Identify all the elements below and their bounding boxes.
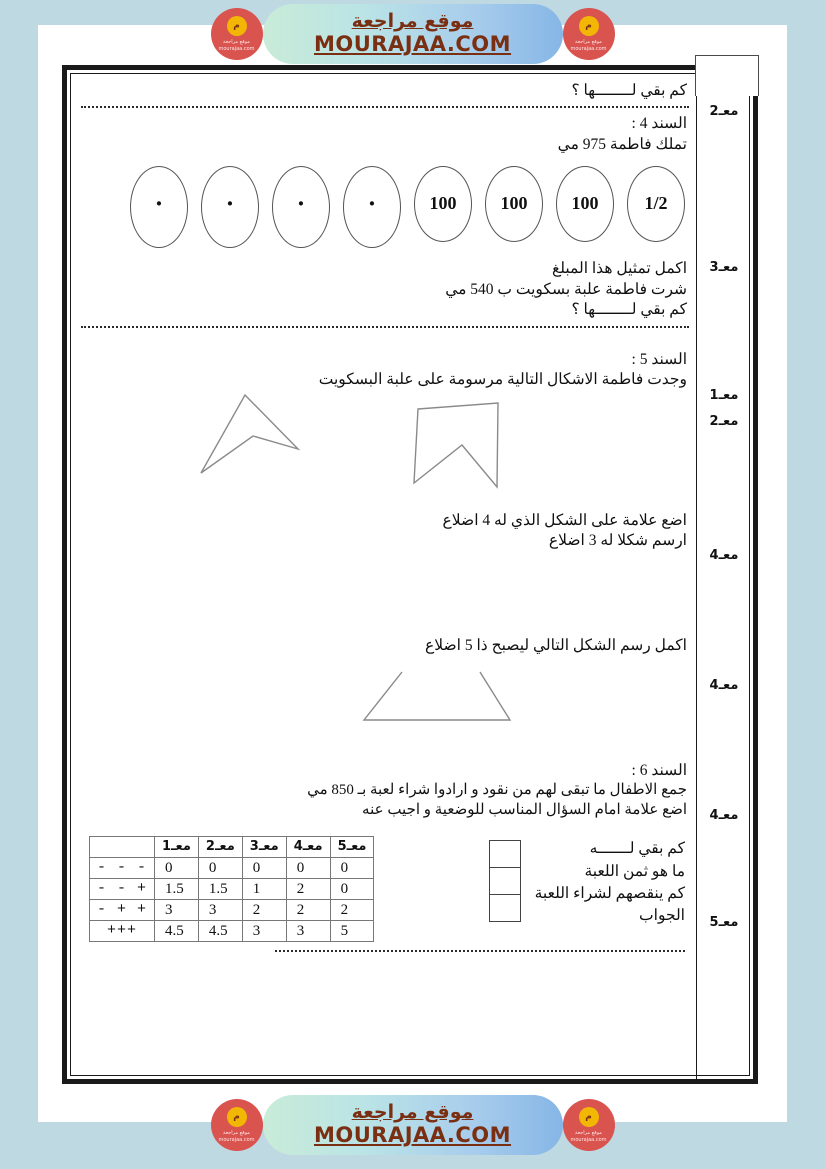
table-header-cell: معـ3 [242, 837, 286, 858]
corner-tab-box [695, 55, 759, 96]
competency-label-5: معـ4 [709, 548, 739, 563]
question-item: ما هو ثمن اللعبة [584, 862, 685, 880]
table-cell: 2 [286, 900, 330, 921]
table-cell-sign: + + - [90, 900, 155, 921]
table-cell: 2 [242, 900, 286, 921]
badge-caption-en: mourajaa.com [218, 1136, 255, 1143]
question-list [535, 838, 685, 928]
badge-caption-en: mourajaa.com [570, 45, 607, 52]
instruction-draw-three-sides: ارسم شكلا له 3 اضلاع [548, 532, 687, 550]
competency-label-1: معـ2 [709, 104, 739, 119]
coin-ellipse[interactable]: 100 [414, 166, 472, 242]
watermark-arabic-text: موقع مراجعة [351, 9, 474, 32]
bottom-answer-area [75, 828, 695, 942]
coin-ellipse-empty[interactable]: · [272, 166, 330, 248]
pentagon-banner-shape[interactable] [410, 395, 510, 495]
table-header-cell: معـ4 [286, 837, 330, 858]
table-row[interactable] [90, 921, 374, 942]
answer-label: الجواب [639, 907, 685, 925]
question-checkbox-block [489, 834, 685, 928]
answer-dotted-line-3[interactable] [275, 950, 685, 952]
margin-column-divider [696, 70, 697, 1079]
badge-mark-icon: م [579, 16, 599, 36]
table-cell: 0 [155, 858, 199, 879]
competency-label-8: معـ5 [709, 915, 739, 930]
sanad-4-statement: تملك فاطمة 975 مي [557, 135, 687, 153]
competency-label-2: معـ3 [709, 260, 739, 275]
coin-ellipse-row [75, 162, 695, 252]
answer-dotted-line-1[interactable] [81, 106, 689, 108]
table-cell-sign: - - - [90, 858, 155, 879]
badge-caption [219, 1130, 255, 1143]
competency-label-7: معـ4 [709, 808, 739, 823]
question-item: كم بقي لـــــــه [589, 840, 685, 858]
shapes-row [75, 391, 695, 511]
table-cell: 1 [242, 879, 286, 900]
checkbox-column [489, 840, 521, 922]
table-cell: 0 [242, 858, 286, 879]
exercise-frame [65, 68, 755, 1081]
watermark-url-text: MOURAJAA.COM [313, 31, 512, 56]
table-row[interactable] [90, 879, 374, 900]
question-remaining-2: كم بقي لــــــــها ؟ [571, 301, 687, 319]
table-cell: 4.5 [198, 921, 242, 942]
table-header-row [90, 837, 374, 858]
worksheet-content [75, 74, 695, 1075]
table-cell: 1.5 [198, 879, 242, 900]
coin-ellipse[interactable]: 1/2 [627, 166, 685, 242]
table-header-cell-sign [90, 837, 155, 858]
table-cell: 0 [286, 858, 330, 879]
assessment-table [89, 836, 374, 942]
badge-mark-icon: م [227, 1107, 247, 1127]
coin-ellipse-empty[interactable]: · [130, 166, 188, 248]
table-cell-sign: + - - [90, 879, 155, 900]
competency-label-6: معـ4 [709, 678, 739, 693]
sanad-5-title: السند 5 : [631, 350, 687, 368]
answer-checkbox[interactable] [489, 894, 521, 922]
coin-ellipse-empty[interactable]: · [343, 166, 401, 248]
table-cell: 2 [286, 879, 330, 900]
arrow-chevron-shape[interactable] [193, 391, 303, 486]
badge-mark-icon: م [227, 16, 247, 36]
sanad-6-title: السند 6 : [631, 761, 687, 779]
answer-checkbox[interactable] [489, 867, 521, 894]
table-row[interactable] [90, 900, 374, 921]
sanad-5-statement: وجدت فاطمة الاشكال التالية مرسومة على علبة البسكويت [318, 371, 687, 389]
table-cell: 3 [242, 921, 286, 942]
badge-caption-ar: موقع مراجعة [223, 1130, 250, 1137]
coin-ellipse-empty[interactable]: · [201, 166, 259, 248]
table-cell-sign: +++ [90, 921, 155, 942]
table-header-cell: معـ1 [155, 837, 199, 858]
table-header-cell: معـ5 [330, 837, 374, 858]
table-header-cell: معـ2 [198, 837, 242, 858]
instruction-complete-five-sides: اكمل رسم الشكل التالي ليصبح ذا 5 اضلاع [425, 636, 687, 654]
answer-dotted-line-2[interactable] [81, 326, 689, 328]
incomplete-parallelogram-row [75, 656, 695, 761]
table-cell: 0 [330, 858, 374, 879]
badge-caption-ar: موقع مراجعة [575, 1130, 602, 1137]
question-remaining-top: كم بقي لــــــــها ؟ [571, 82, 687, 99]
watermark-arabic-text: موقع مراجعة [351, 1100, 474, 1123]
table-cell: 0 [330, 879, 374, 900]
table-cell: 2 [330, 900, 374, 921]
sanad-4-title: السند 4 : [631, 115, 687, 133]
coin-ellipse[interactable]: 100 [485, 166, 543, 242]
table-cell: 3 [198, 900, 242, 921]
worksheet-paper [38, 25, 787, 1122]
table-cell: 3 [155, 900, 199, 921]
sanad-6-instruction: اضع علامة امام السؤال المناسب للوضعية و اجيب عنه [362, 802, 687, 819]
badge-mark-icon: م [579, 1107, 599, 1127]
badge-caption-en: mourajaa.com [570, 1136, 607, 1143]
incomplete-parallelogram-shape[interactable] [360, 668, 520, 728]
table-cell: 3 [286, 921, 330, 942]
answer-checkbox[interactable] [489, 840, 521, 867]
instruction-complete-amount: اكمل تمثيل هذا المبلغ [551, 260, 687, 278]
sanad-6-statement: جمع الاطفال ما تبقى لهم من نقود و ارادوا شراء لعبة بـ 850 مي [307, 782, 687, 799]
table-cell: 5 [330, 921, 374, 942]
table-row[interactable] [90, 858, 374, 879]
coin-ellipse[interactable]: 100 [556, 166, 614, 242]
badge-caption-en: mourajaa.com [218, 45, 255, 52]
sanad-4-statement-2: شرت فاطمة علبة بسكويت ب 540 مي [445, 280, 687, 298]
question-item: كم ينقصهم لشراء اللعبة [534, 884, 685, 902]
watermark-url-text: MOURAJAA.COM [313, 1122, 512, 1147]
badge-caption-ar: موقع مراجعة [223, 39, 250, 46]
competency-label-4: معـ2 [709, 414, 739, 429]
competency-label-3: معـ1 [709, 388, 739, 403]
table-cell: 0 [198, 858, 242, 879]
table-cell: 1.5 [155, 879, 199, 900]
badge-caption-ar: موقع مراجعة [575, 39, 602, 46]
badge-caption [571, 1130, 607, 1143]
table-cell: 4.5 [155, 921, 199, 942]
instruction-mark-four-sides: اضع علامة على الشكل الذي له 4 اضلاع [442, 511, 687, 529]
